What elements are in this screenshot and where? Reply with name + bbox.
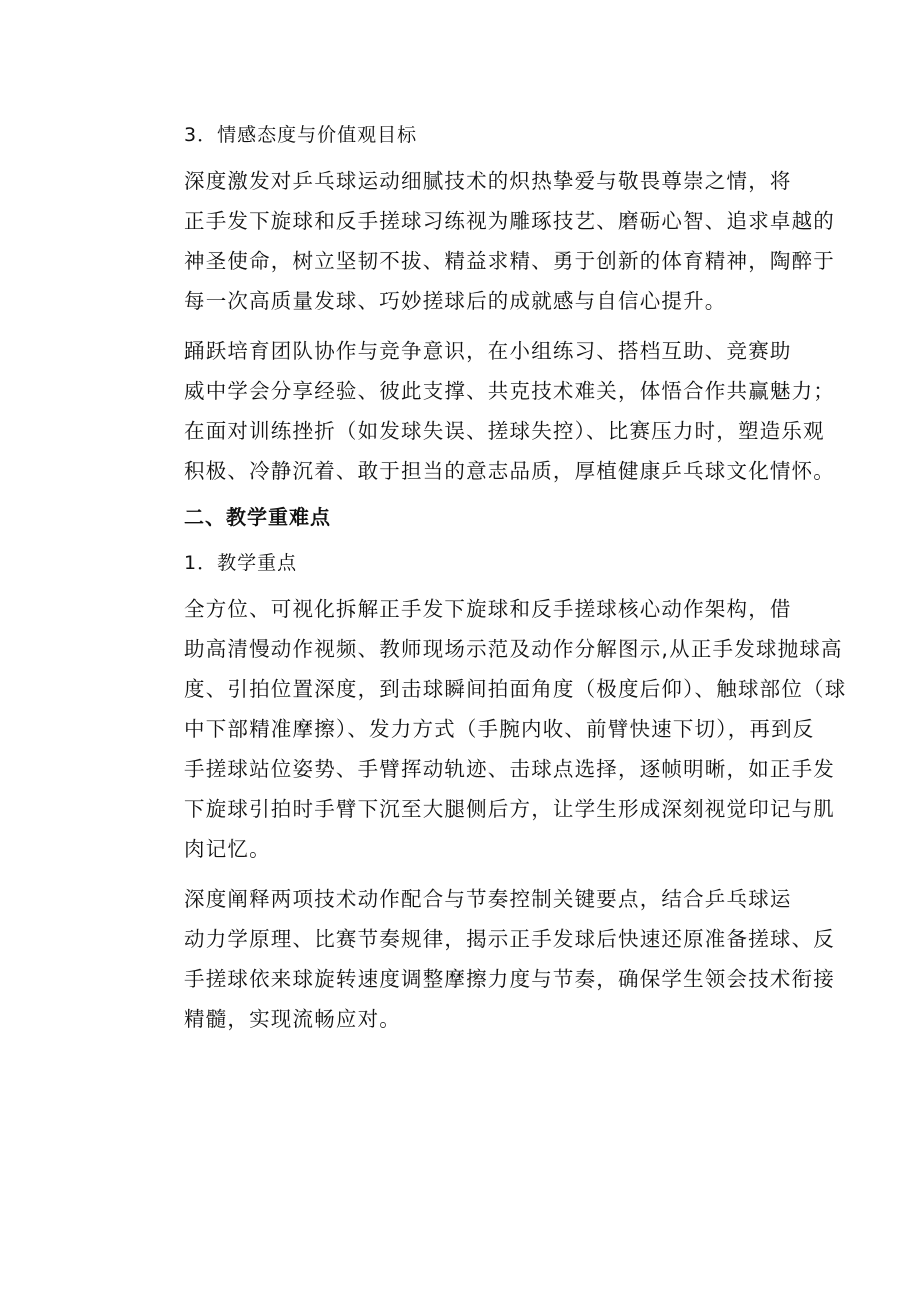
text-line: 度、引拍位置深度，到击球瞬间拍面角度（极度后仰）、触球部位（球 bbox=[184, 677, 847, 701]
text-line: 精髓，实现流畅应对。 bbox=[184, 1007, 401, 1031]
text-line: 全方位、可视化拆解正手发下旋球和反手搓球核心动作架构，借 bbox=[184, 597, 792, 621]
paragraph-technique-breakdown bbox=[138, 589, 847, 869]
text-line: 深度阐释两项技术动作配合与节奏控制关键要点，结合乒乓球运 bbox=[184, 887, 792, 911]
section-heading-key-difficulties: 二、教学重难点 bbox=[184, 505, 331, 529]
text-line: 正手发下旋球和反手搓球习练视为雕琢技艺、磨砺心智、追求卓越的 bbox=[184, 209, 835, 233]
text-line: 手搓球站位姿势、手臂挥动轨迹、击球点选择，逐帧明晰，如正手发 bbox=[184, 757, 835, 781]
text-line: 踊跃培育团队协作与竞争意识，在小组练习、搭档互助、竞赛助 bbox=[184, 339, 792, 363]
text-line: 神圣使命，树立坚韧不拔、精益求精、勇于创新的体育精神，陶醉于 bbox=[184, 249, 835, 273]
text-line: 每一次高质量发球、巧妙搓球后的成就感与自信心提升。 bbox=[184, 289, 727, 313]
text-line: 助高清慢动作视频、教师现场示范及动作分解图示,从正手发球抛球高 bbox=[184, 637, 843, 661]
paragraph-team-spirit bbox=[138, 331, 835, 491]
text-line: 在面对训练挫折（如发球失误、搓球失控）、比赛压力时，塑造乐观 bbox=[184, 419, 825, 443]
text-line: 中下部精准摩擦）、发力方式（手腕内收、前臂快速下切），再到反 bbox=[184, 717, 815, 741]
text-line: 肉记忆。 bbox=[184, 837, 271, 861]
text-line: 动力学原理、比赛节奏规律，揭示正手发球后快速还原准备搓球、反 bbox=[184, 927, 835, 951]
text-line: 威中学会分享经验、彼此支撑、共克技术难关，体悟合作共赢魅力； bbox=[184, 379, 835, 403]
paragraph-rhythm-control bbox=[138, 879, 835, 1039]
text-line: 积极、冷静沉着、敢于担当的意志品质，厚植健康乒乓球文化情怀。 bbox=[184, 459, 835, 483]
paragraph-emotional-goals bbox=[138, 161, 835, 321]
document-body bbox=[138, 115, 847, 1039]
text-line: 深度激发对乒乓球运动细腻技术的炽热挚爱与敬畏尊崇之情，将 bbox=[184, 169, 792, 193]
text-line: 手搓球依来球旋转速度调整摩擦力度与节奏，确保学生领会技术衔接 bbox=[184, 967, 835, 991]
section-heading-affect-values: 3．情感态度与价值观目标 bbox=[184, 124, 418, 146]
subsection-heading-key-points: 1．教学重点 bbox=[184, 552, 298, 574]
text-line: 下旋球引拍时手臂下沉至大腿侧后方，让学生形成深刻视觉印记与肌 bbox=[184, 797, 835, 821]
